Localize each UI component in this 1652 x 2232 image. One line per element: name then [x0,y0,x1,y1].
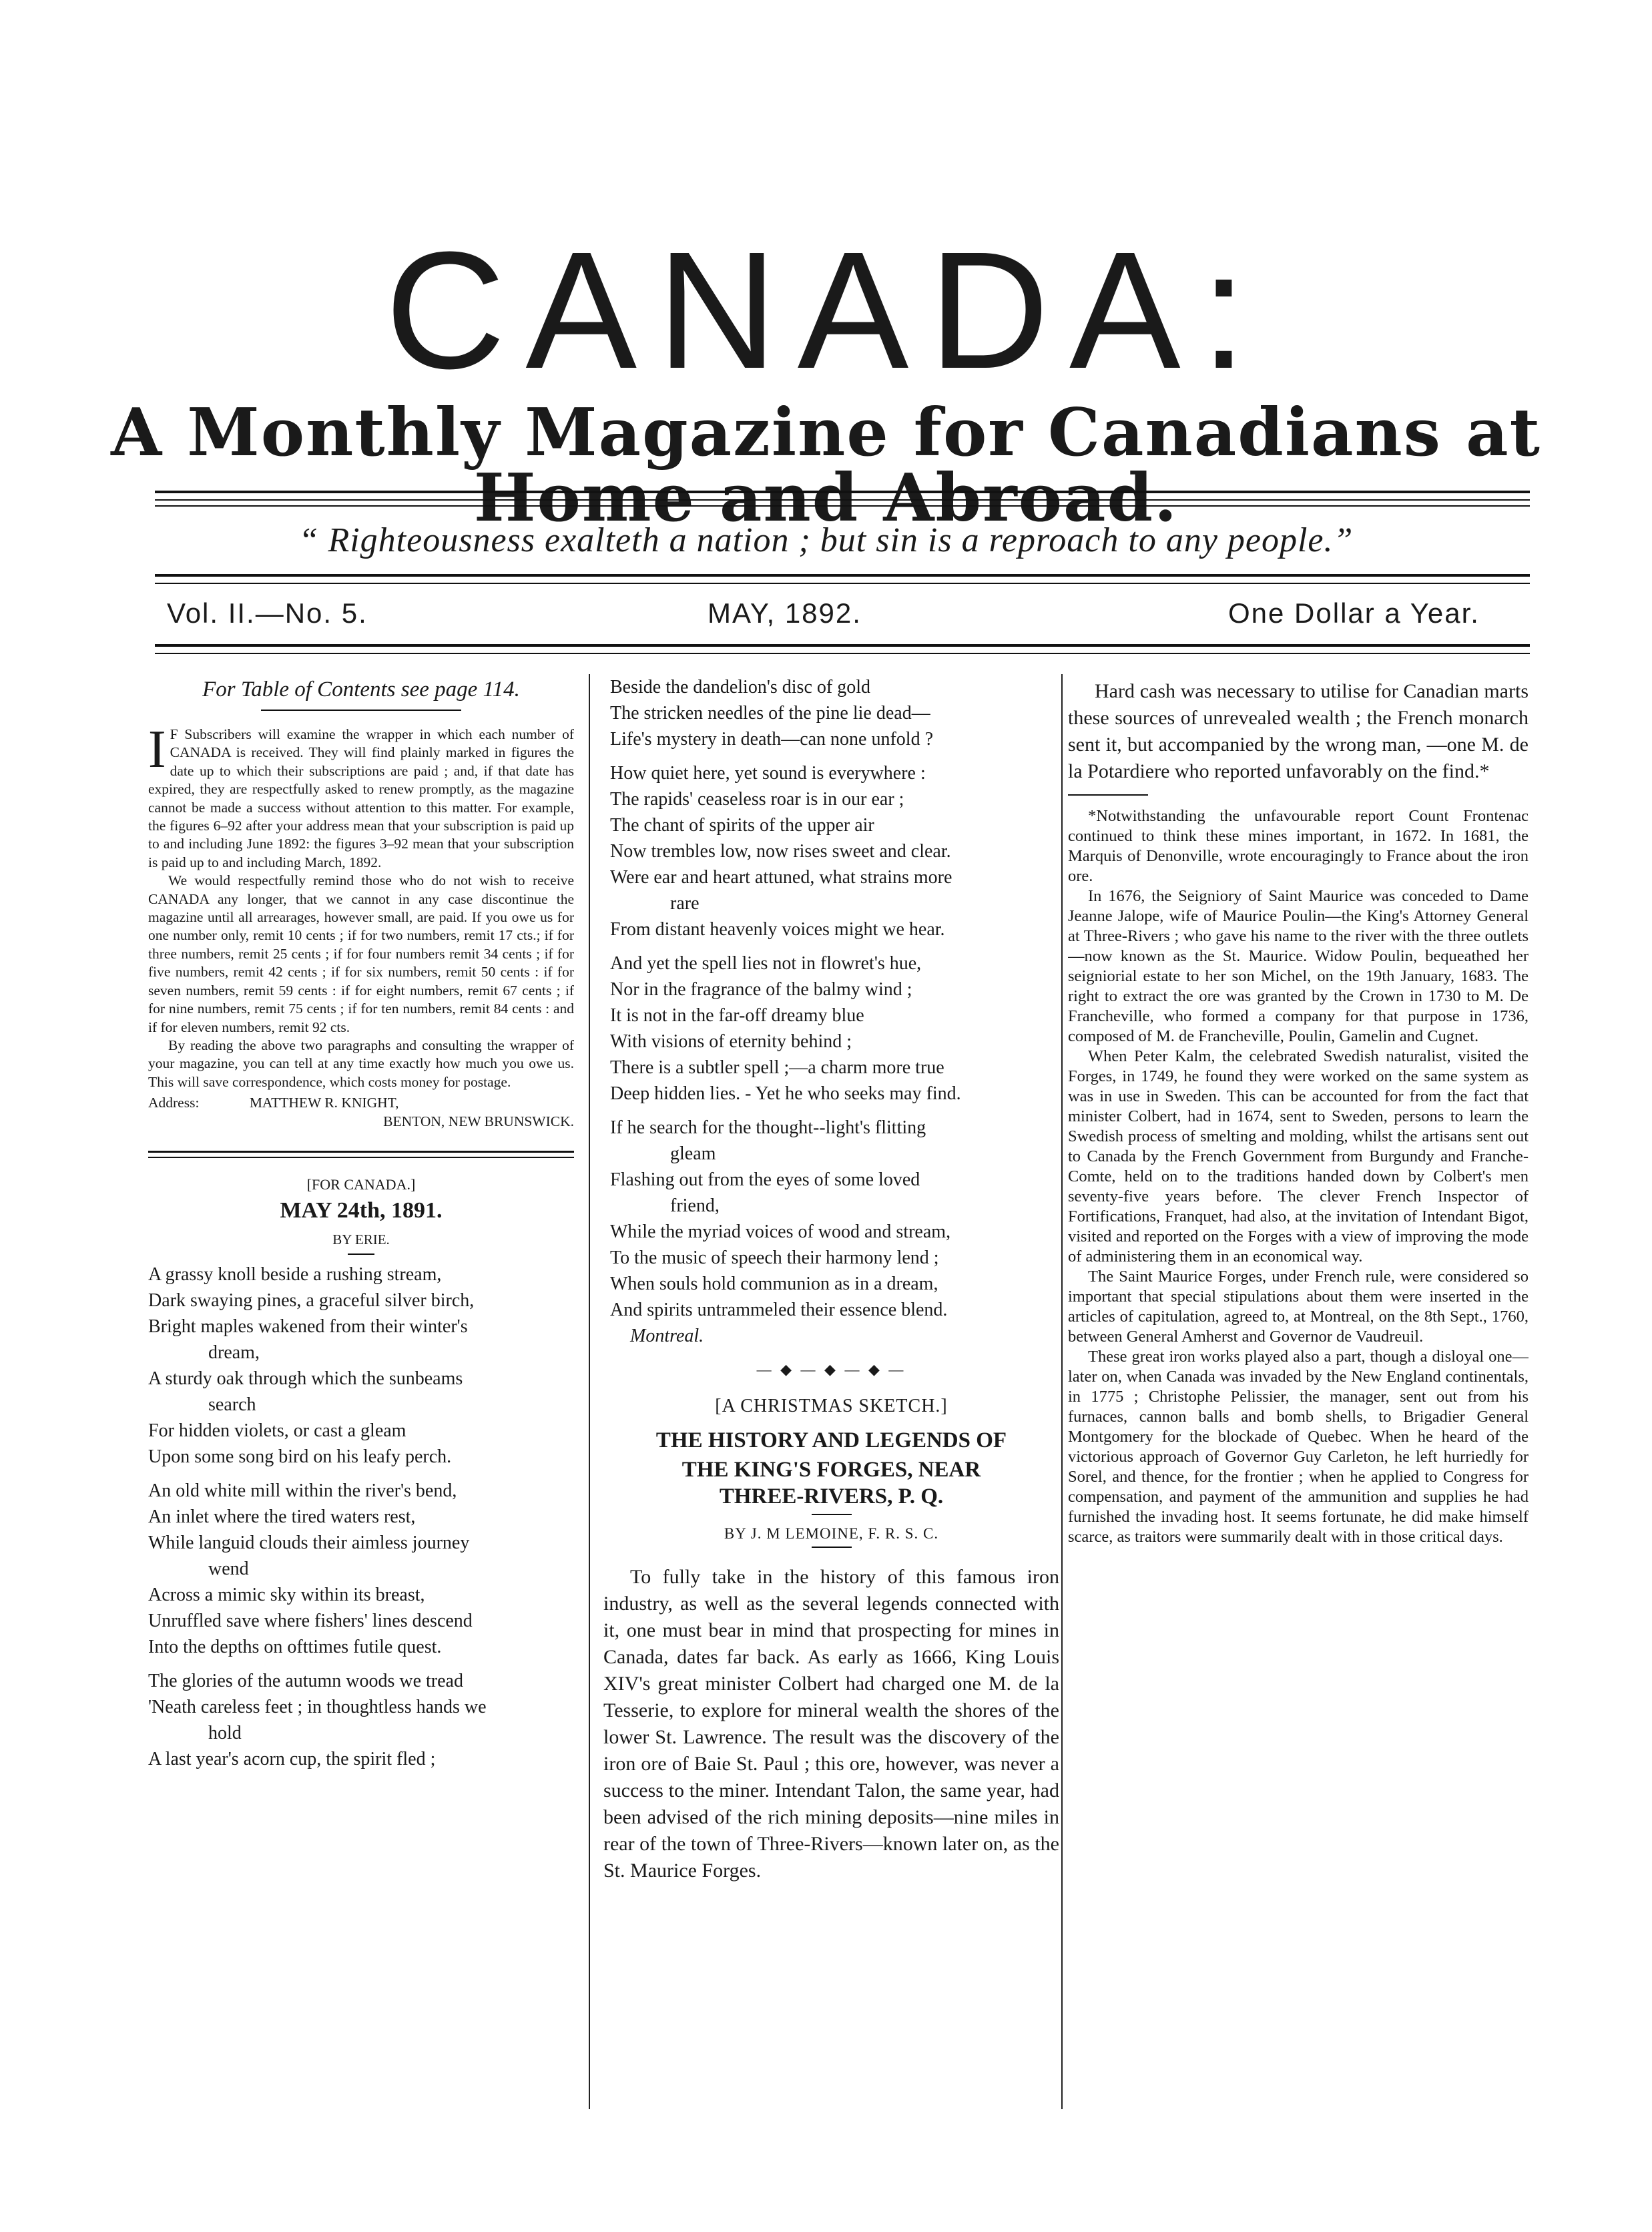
divider-rule [1068,794,1148,796]
poem-verse [148,1262,574,1772]
article-body: To fully take in the history of this famous iron industry, as well as the several legends connected with it, one must bear in mind that prospecting for mines in Canada, dates far back. As early as 1666, King Louis XIV's great minister Colbert had charged one M. de la Tesserie, to explore for mineral wealth the shores of the lower St. Lawrence. The result was the discovery of the iron ore of Baie St. Paul ; this ore, however, was never a success to the miner. Intendant Talon, the same year, had been advised of the rich mining deposits—nine miles in rear of the town of Three-Rivers—known later on, as the St. Maurice Forges. [603,1566,1059,1882]
divider-rule [812,1547,852,1548]
poem-line: For hidden violets, or cast a gleam [148,1420,406,1441]
poem-line: rare [670,893,700,914]
divider-rule [148,1157,574,1158]
address-place: BENTON, NEW BRUNSWICK. [383,1113,574,1129]
poem-verse [610,674,1059,1349]
poem-line: With visions of eternity behind ; [610,1031,852,1052]
drop-cap: I [148,720,166,779]
notice-paragraph: By reading the above two paragraphs and consulting the wrapper of your magazine, you can tell at any time exactly how much you owe us. This will save correspondence, which costs money for postage. [148,1037,574,1090]
poem-line: It is not in the far-off dreamy blue [610,1005,864,1026]
address-label: Address: [148,1095,200,1111]
motto: “ Righteousness exalteth a nation ; but sin is a reproach to any people.” [298,521,1354,559]
poem-line: Beside the dandelion's disc of gold [610,677,870,698]
poem-line: Across a mimic sky within its breast, [148,1584,425,1605]
poem-line: How quiet here, yet sound is everywhere : [610,763,926,784]
column-rule [589,674,590,2109]
poem-line: And spirits untrammeled their essence blend. [610,1300,948,1320]
poem-line: The stricken needles of the pine lie dead— [610,703,930,724]
divider-rule [348,1253,374,1255]
article-title: THE HISTORY AND LEGENDS OF [655,1428,1007,1452]
poem-line: Unruffled save where fishers' lines descend [148,1610,473,1631]
article-title: THE KING'S FORGES, NEAR [681,1458,981,1482]
column-right [1068,674,1529,2109]
divider-rule [155,499,1530,501]
poem-line: Flashing out from the eyes of some loved [610,1169,920,1190]
poem-line: friend, [670,1195,720,1216]
poem-line: hold [208,1722,242,1743]
magazine-subtitle: A Monthly Magazine for Canadians at Home and Abroad. [111,394,1541,537]
poem-line: wend [208,1558,249,1579]
poem-line: search [208,1394,256,1415]
magazine-title: CANADA: [384,217,1268,403]
column-left [148,674,574,2109]
poem-line: 'Neath careless feet ; in thoughtless hands we [148,1696,487,1717]
footnote: These great iron works played also a part, though a disloyal one—later on, when Canada was invaded by the New England continentals, in 1775 ; Christophe Pelissier, the manager, sent out from his furnaces, cannon balls and bomb shells, to Brigadier General Montgomery for the blockade of Quebec. When he heard of the victorious approach of Governor Guy Carleton, he left hurriedly for Sorel, and thence, for the frontier ; when he applied to Congress for compensation, and payment of the ammunition and supplies he had furnished the invading host. It seems fortunate, he did make himself scarce, as traitors were summarily dealt with in those critical days. [1068,1348,1529,1546]
poem-line: A last year's acorn cup, the spirit fled ; [148,1748,436,1769]
poem-author: BY ERIE. [332,1231,390,1248]
poem-line: The glories of the autumn woods we tread [148,1670,463,1691]
divider-rule [155,644,1530,647]
article-body: Hard cash was necessary to utilise for Canadian marts these sources of unrevealed wealth ; the French monarch sent it, but accompanied by the wrong man, —one M. de la Potardiere who reported unfavorably on the find.* [1068,680,1529,782]
notice-paragraph: F Subscribers will examine the wrapper in which each number of CANADA is received. They will find plainly marked in figures the date up to which their subscriptions are paid ; and, if that date has expired, they are respectfully asked to renew promptly, as the magazine cannot be made a success without attention to this matter. For example, the figures 6–92 after your address mean that your subscription is paid up to and including June 1892: the figures 3–92 mean that your subscription is paid up to and including March, 1892. [148,726,574,870]
poem-line: Were ear and heart attuned, what strains more [610,867,952,888]
poem-line: From distant heavenly voices might we hear. [610,919,945,940]
issue-line [0,597,1652,637]
poem-line: A sturdy oak through which the sunbeams [148,1368,463,1389]
subscriber-notice [148,720,574,1131]
divider-rule [812,1514,852,1515]
divider-rule [155,574,1530,577]
poem-line: Now trembles low, now rises sweet and clear. [610,841,951,862]
divider-rule [155,653,1530,654]
footnote: In 1676, the Seigniory of Saint Maurice was conceded to Dame Jeanne Jalope, wife of Maurice Poulin—the King's Attorney General at Three-Rivers ; who gave his name to the river with the three outlets—now known as the St. Maurice. Widow Poulin, bequeathed her seigniorial estate to her son Michel, on the 19th January, 1683. The right to extract the ore was granted by the Crown in 1730 to M. De Francheville, who formed a company for that purpose in 1736, composed of M. de Francheville, Poulin, Gamelin and Cugnet. [1068,887,1529,1045]
poem-line: Nor in the fragrance of the balmy wind ; [610,979,912,1000]
poem-line: An inlet where the tired waters rest, [148,1506,416,1527]
divider-rule [155,491,1530,493]
address-block [148,1094,574,1131]
footnote: The Saint Maurice Forges, under French rule, were considered so important that special stipulations about them were inserted in the articles of capitulation, agreed to, at Montreal, on the 8th Sept., 1760, between General Amherst and Governor de Vaudreuil. [1068,1268,1529,1346]
poem-line: There is a subtler spell ;—a charm more true [610,1057,944,1078]
poem-line: dream, [208,1342,260,1363]
footnote: When Peter Kalm, the celebrated Swedish naturalist, visited the Forges, in 1749, he found they were worked on the same system as was in use in Sweden. This can be accounted for from the fact that minister Colbert, had in 1674, sent to Sweden, persons to learn the Swedish process of smelting and molding, whilst the artisans sent out to Canada by the French Government from Burgundy and Franche-Comte, held on to the traditions handed down by Colbert's men seventy-five years before. The clever French Inspector of Fortifications, Franquet, had also, at the invitation of Intendant Bigot, visited and reported on the Forges with a view of improving the mode of administering them in an economical way. [1068,1047,1529,1266]
poem-line: Upon some song bird on his leafy perch. [148,1446,452,1467]
poem-line: To the music of speech their harmony lend ; [610,1247,939,1268]
poem-line: Deep hidden lies. - Yet he who seeks may find. [610,1083,961,1104]
poem-line: While the myriad voices of wood and stream, [610,1221,951,1242]
subscription-price: One Dollar a Year. [1228,597,1480,629]
divider-rule [148,1151,574,1153]
poem-line: Life's mystery in death—can none unfold ? [610,729,934,750]
poem-line: If he search for the thought--light's flitting [610,1117,926,1138]
poem-line: An old white mill within the river's bend, [148,1480,457,1501]
poem-line: The rapids' ceaseless roar is in our ear ; [610,789,904,810]
volume-number: Vol. II.—No. 5. [167,597,368,629]
divider-rule [155,583,1530,584]
article-author: BY J. M LEMOINE, F. R. S. C. [724,1525,939,1542]
divider-rule [155,505,1530,507]
poem-line: And yet the spell lies not in flowret's hue, [610,953,922,974]
footnote: *Notwithstanding the unfavourable report Count Frontenac continued to think these mines important, in 1672. In 1681, the Marquis of Denonville, wrote encouragingly to France about the iron ore. [1068,807,1529,885]
issue-date: MAY, 1892. [708,597,862,629]
poem-source: [FOR CANADA.] [306,1175,416,1193]
poem-line: A grassy knoll beside a rushing stream, [148,1264,442,1285]
column-rule [1061,674,1063,2109]
column-middle [603,674,1059,2109]
poem-title: MAY 24th, 1891. [280,1198,443,1223]
notice-paragraph: We would respectfully remind those who do not wish to receive CANADA any longer, that we cannot in any case discontinue the magazine until all arrearages, however small, are paid. If you owe us for one number only, remit 10 cents ; if for two numbers, remit 17 cts.; if for three numbers, remit 25 cents ; if for four numbers remit 34 cents ; if for five numbers, remit 42 cents ; if for six numbers, remit 50 cents : if for seven numbers, remit 59 cents : if for eight numbers, remit 67 cents ; if for nine numbers, remit 75 cents ; if for ten numbers, remit 84 cents : and if for eleven numbers, remit 92 cts. [148,872,574,1035]
poem-line: Dark swaying pines, a graceful silver birch, [148,1290,475,1311]
poem-place: Montreal. [630,1326,704,1346]
divider-rule [261,710,461,711]
ornament-divider: — ◆ — ◆ — ◆ — [756,1361,906,1378]
sketch-label: [A CHRISTMAS SKETCH.] [715,1396,948,1416]
poem-line: When souls hold communion as in a dream, [610,1274,938,1294]
address-name: MATTHEW R. KNIGHT, [249,1095,399,1111]
article-title: THREE-RIVERS, P. Q. [719,1484,944,1508]
poem-line: gleam [670,1143,716,1164]
poem-line: Bright maples wakened from their winter's [148,1316,468,1337]
contents-note: For Table of Contents see page 114. [202,677,520,702]
poem-line: The chant of spirits of the upper air [610,815,874,836]
poem-line: Into the depths on ofttimes futile quest. [148,1636,442,1657]
poem-line: While languid clouds their aimless journey [148,1532,470,1553]
